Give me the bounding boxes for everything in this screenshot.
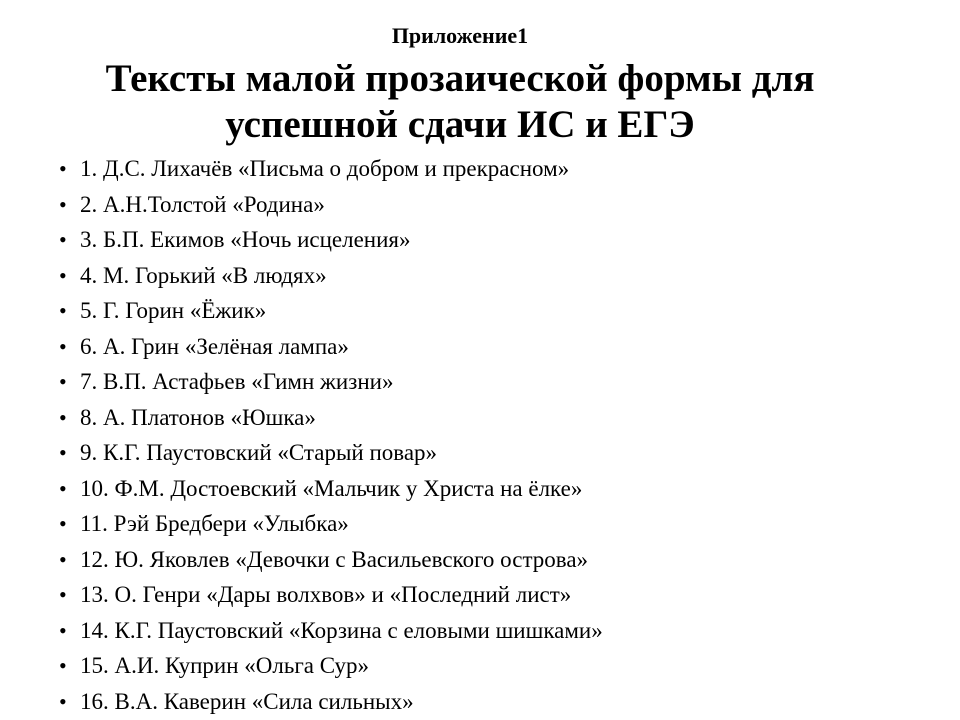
list-item — [56, 577, 603, 613]
bullet-icon: • — [59, 475, 67, 501]
list-item-text: 8. А. Платонов «Юшка» — [80, 404, 316, 430]
list-item-text: 10. Ф.М. Достоевский «Мальчик у Христа на ёлке» — [80, 475, 583, 501]
title-line-2: успешной сдачи ИС и ЕГЭ — [225, 103, 695, 146]
page-title — [40, 56, 880, 148]
list-item — [56, 151, 603, 187]
bullet-icon: • — [59, 404, 67, 430]
list-item-text: 5. Г. Горин «Ёжик» — [80, 298, 267, 323]
list-item-text: 4. М. Горький «В людях» — [80, 262, 327, 288]
list-item — [56, 222, 603, 258]
appendix-label: Приложение1 — [391, 23, 529, 48]
bullet-icon: • — [59, 262, 67, 288]
list-item — [56, 506, 603, 542]
list-item-text: 13. О. Генри «Дары волхвов» и «Последний лист» — [80, 582, 572, 607]
bullet-icon: • — [59, 440, 67, 465]
bullet-icon: • — [59, 653, 67, 678]
list-item — [56, 613, 603, 649]
list-item — [56, 293, 603, 329]
bullet-icon: • — [59, 546, 67, 572]
list-item — [56, 329, 603, 365]
bullet-icon: • — [59, 156, 67, 181]
list-item-text: 14. К.Г. Паустовский «Корзина с еловыми шишками» — [80, 617, 603, 643]
list-item-text: 3. Б.П. Екимов «Ночь исцеления» — [80, 227, 411, 252]
bullet-icon: • — [59, 582, 67, 607]
list-item-text: 9. К.Г. Паустовский «Старый повар» — [80, 440, 438, 465]
list-item — [56, 187, 603, 223]
list-item — [56, 435, 603, 471]
list-item-text: 16. В.А. Каверин «Сила сильных» — [80, 688, 414, 714]
list-item — [56, 648, 603, 684]
list-item — [56, 684, 603, 720]
bullet-icon: • — [59, 227, 67, 252]
bullet-icon: • — [59, 688, 67, 714]
bullet-icon: • — [59, 617, 67, 643]
list-item-text: 1. Д.С. Лихачёв «Письма о добром и прекрасном» — [80, 156, 570, 181]
list-item-text: 6. А. Грин «Зелёная лампа» — [80, 333, 349, 359]
list-item-text: 12. Ю. Яковлев «Девочки с Васильевского острова» — [80, 546, 589, 572]
list-item — [56, 258, 603, 294]
list-item-text: 11. Рэй Бредбери «Улыбка» — [80, 511, 349, 536]
bullet-icon: • — [59, 298, 67, 323]
list-item-text: 7. В.П. Астафьев «Гимн жизни» — [80, 369, 394, 394]
list-item-text: 15. А.И. Куприн «Ольга Сур» — [80, 653, 369, 678]
list-item — [56, 364, 603, 400]
list-item — [56, 400, 603, 436]
title-line-1: Тексты малой прозаической формы для — [105, 57, 815, 100]
bullet-icon: • — [59, 511, 67, 536]
list-item-text: 2. А.Н.Толстой «Родина» — [80, 191, 325, 217]
texts-list — [56, 151, 603, 719]
list-item — [56, 471, 603, 507]
bullet-icon: • — [59, 369, 67, 394]
bullet-icon: • — [59, 333, 67, 359]
bullet-icon: • — [59, 191, 67, 217]
list-item — [56, 542, 603, 578]
